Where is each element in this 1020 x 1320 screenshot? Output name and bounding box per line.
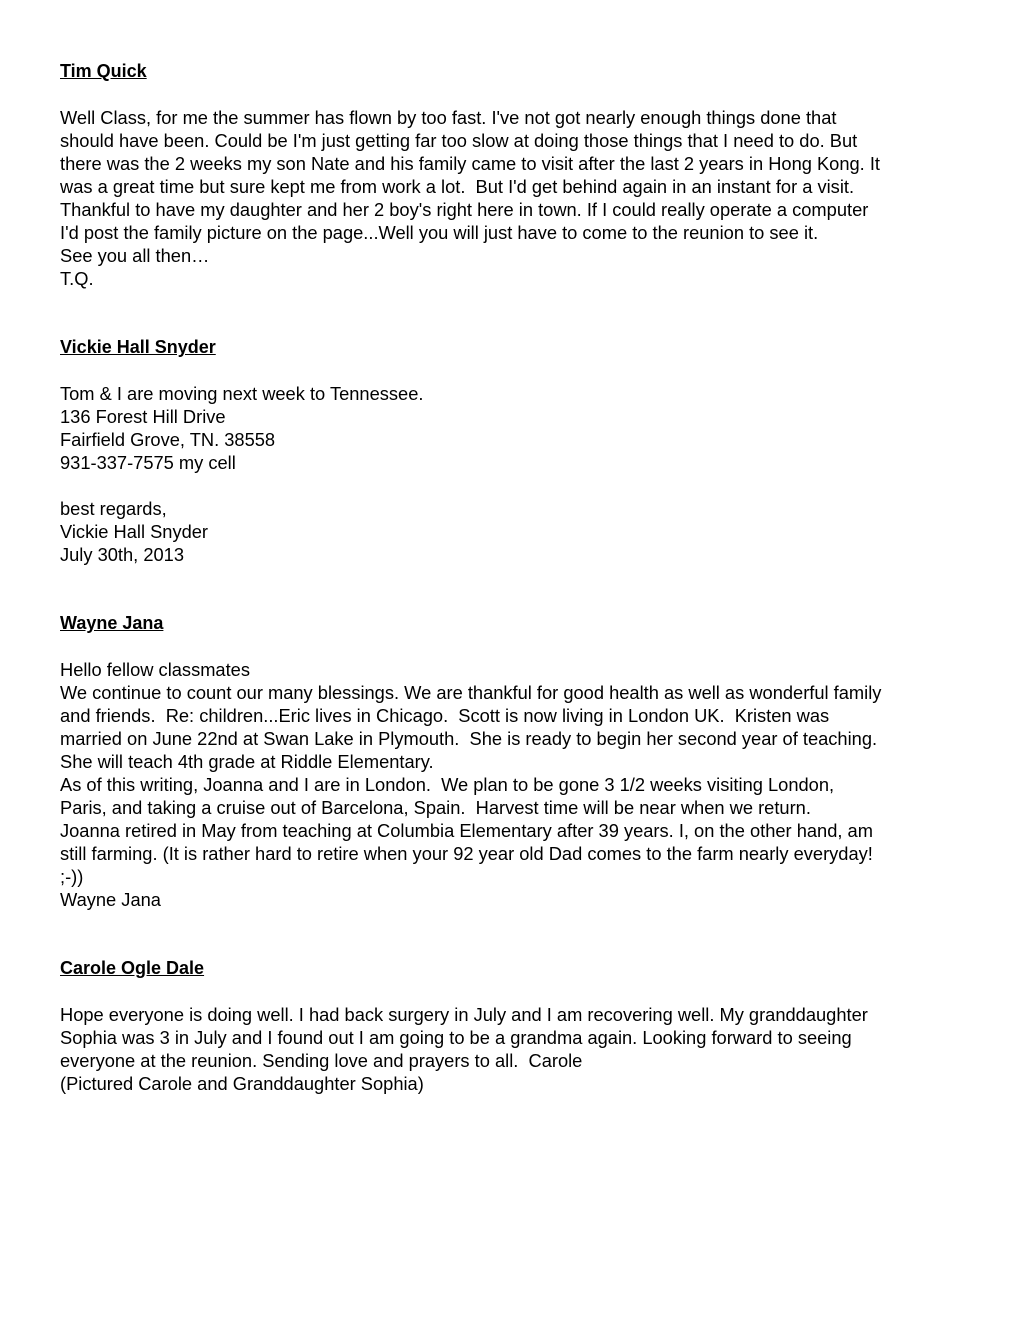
entry-date: July 30th, 2013 bbox=[60, 544, 184, 565]
entry-vickie-hall-snyder bbox=[60, 336, 970, 566]
entry-phone-line: 931-337-7575 my cell bbox=[60, 452, 236, 473]
entry-text-line: best regards, bbox=[60, 498, 167, 519]
entry-text-line: everyone at the reunion. Sending love and prayers to all. Carole bbox=[60, 1050, 583, 1071]
entry-text-line: See you all then… bbox=[60, 245, 210, 266]
entry-text-line: Thankful to have my daughter and her 2 boy's right here in town. If I could really operate a computer bbox=[60, 199, 869, 220]
entry-text-line: ;-)) bbox=[60, 866, 84, 887]
entry-signature: Vickie Hall Snyder bbox=[60, 521, 209, 542]
entry-signature: T.Q. bbox=[60, 268, 94, 289]
entry-spacer bbox=[60, 911, 970, 957]
entry-text-line: Hope everyone is doing well. I had back surgery in July and I am recovering well. My granddaughter bbox=[60, 1004, 868, 1025]
entry-author-name: Tim Quick bbox=[60, 61, 147, 81]
entry-text-line: still farming. (It is rather hard to retire when your 92 year old Dad comes to the farm nearly everyday! bbox=[60, 843, 873, 864]
entry-text-line: Sophia was 3 in July and I found out I am going to be a grandma again. Looking forward to seeing bbox=[60, 1027, 852, 1048]
entry-author-name: Vickie Hall Snyder bbox=[60, 337, 216, 357]
entry-address-line: Fairfield Grove, TN. 38558 bbox=[60, 429, 276, 450]
entry-text-line: As of this writing, Joanna and I are in London. We plan to be gone 3 1/2 weeks visiting London, bbox=[60, 774, 835, 795]
entry-caption: (Pictured Carole and Granddaughter Sophia) bbox=[60, 1073, 424, 1094]
entry-text-line: She will teach 4th grade at Riddle Elementary. bbox=[60, 751, 434, 772]
entry-signature: Wayne Jana bbox=[60, 889, 161, 910]
entry-author-name: Wayne Jana bbox=[60, 613, 164, 633]
entry-spacer bbox=[60, 290, 970, 336]
entry-text-line: married on June 22nd at Swan Lake in Plymouth. She is ready to begin her second year of teaching. bbox=[60, 728, 878, 749]
entry-carole-ogle-dale bbox=[60, 957, 970, 1095]
entry-text-line: was a great time but sure kept me from work a lot. But I'd get behind again in an instant for a visit. bbox=[60, 176, 855, 197]
entry-text-line: I'd post the family picture on the page...Well you will just have to come to the reunion to see it. bbox=[60, 222, 819, 243]
entry-spacer bbox=[60, 566, 970, 612]
entry-wayne-jana bbox=[60, 612, 970, 911]
entry-text-line: and friends. Re: children...Eric lives in Chicago. Scott is now living in London UK. Kristen was bbox=[60, 705, 830, 726]
entry-tim-quick bbox=[60, 60, 970, 290]
entry-text-line: should have been. Could be I'm just getting far too slow at doing those things that I need to do. But bbox=[60, 130, 858, 151]
entry-blank-line bbox=[60, 474, 970, 497]
entry-text-line: Paris, and taking a cruise out of Barcelona, Spain. Harvest time will be near when we return. bbox=[60, 797, 811, 818]
newsletter-page bbox=[60, 60, 970, 1095]
entry-text-line: Joanna retired in May from teaching at Columbia Elementary after 39 years. I, on the other hand, am bbox=[60, 820, 873, 841]
entry-text-line: Well Class, for me the summer has flown by too fast. I've not got nearly enough things done that bbox=[60, 107, 837, 128]
entry-text-line: We continue to count our many blessings. We are thankful for good health as well as wonderful family bbox=[60, 682, 882, 703]
entry-text-line: Hello fellow classmates bbox=[60, 659, 250, 680]
entry-text-line: there was the 2 weeks my son Nate and his family came to visit after the last 2 years in Hong Kong. It bbox=[60, 153, 880, 174]
entry-author-name: Carole Ogle Dale bbox=[60, 958, 205, 978]
entry-address-line: 136 Forest Hill Drive bbox=[60, 406, 226, 427]
entry-text-line: Tom & I are moving next week to Tennessee. bbox=[60, 383, 424, 404]
